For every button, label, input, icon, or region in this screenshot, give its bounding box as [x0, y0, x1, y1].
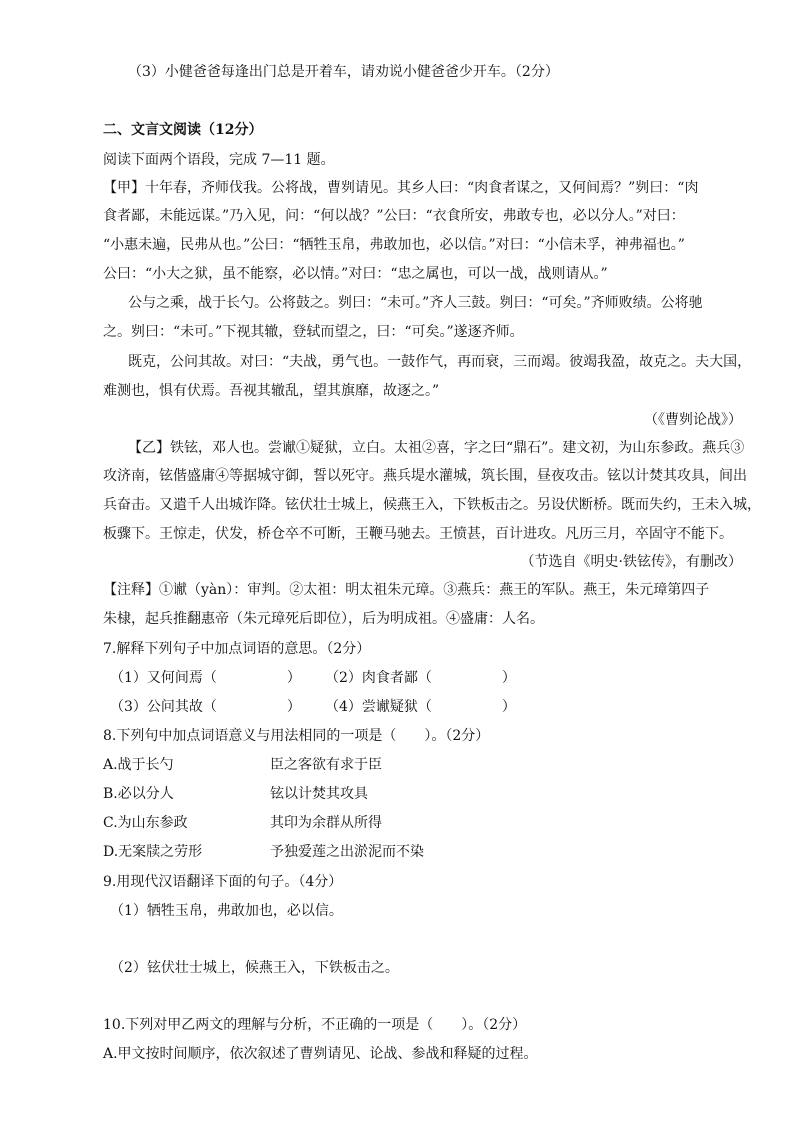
option-left: B.必以分人 — [103, 786, 174, 802]
passage-source: （《曹刿论战》） — [644, 412, 742, 428]
passage-line: “小惠未遍，民弗从也。”公曰：“牺牲玉帛，弗敢加也，必以信。”对曰：“小信未孚，神弗福也。” — [103, 237, 685, 253]
reading-instruction: 阅读下面两个语段，完成 7—11 题。 — [103, 152, 335, 168]
question-stem: 10.下列对甲乙两文的理解与分析，不正确的一项是（ ）。（2分） — [103, 1017, 527, 1033]
passage-line: 【甲】十年春，齐师伐我。公将战，曹刿请见。其乡人曰：“肉食者谋之，又何间焉？”刿曰：“肉 — [103, 180, 699, 196]
passage-line: 板骤下。王惊走，伏发，桥仓卒不可断，王鞭马驰去。王愤甚，百计进攻。凡历三月，卒固守不能下。 — [103, 526, 733, 542]
passage-line: 【乙】铁铉，邓人也。尝谳①疑狱，立白。太祖②喜，字之曰“鼎石”。建文初，为山东参政。燕兵③ — [128, 440, 745, 456]
question-item: （2）铉伏壮士城上，候燕王入，下铁板击之。 — [110, 960, 399, 976]
option-right: 臣之客欲有求于臣 — [270, 757, 382, 773]
question-stem: 8.下列句中加点词语意义与用法相同的一项是（ ）。（2分） — [103, 728, 490, 744]
question-6-3: （3）小健爸爸每逢出门总是开着车，请劝说小健爸爸少开车。（2分） — [128, 64, 559, 80]
option-right: 其印为余群从所得 — [270, 815, 382, 831]
option-left: D.无案牍之劳形 — [103, 844, 203, 860]
question-stem: 9.用现代汉语翻译下面的句子。（4分） — [103, 874, 343, 890]
note-line: 朱棣，起兵推翻惠帝（朱元璋死后即位），后为明成祖。④盛庸：人名。 — [103, 611, 544, 627]
question-item: （4）尝谳疑狱（ ） — [325, 699, 516, 715]
option-right: 予独爱莲之出淤泥而不染 — [270, 844, 424, 860]
question-item: （1）牺牲玉帛，弗敢加也，必以信。 — [110, 903, 343, 919]
passage-source: （节选自《明史·铁铉传》，有删改） — [520, 554, 742, 570]
question-item: （1）又何间焉（ ） — [110, 670, 301, 686]
passage-line: 公与之乘，战于长勺。公将鼓之。刿曰：“未可。”齐人三鼓。刿曰：“可矣。”齐师败绩。公将驰 — [128, 295, 703, 311]
passage-line: 难测也，惧有伏焉。吾视其辙乱，望其旗靡，故逐之。” — [103, 383, 440, 399]
passage-line: 之。刿曰：“未可。”下视其辙，登轼而望之，曰：“可矣。”遂逐齐师。 — [103, 324, 524, 340]
option-left: A.战于长勺 — [103, 757, 174, 773]
passage-line: 公曰：“小大之狱，虽不能察，必以情。”对曰：“忠之属也，可以一战，战则请从。” — [103, 266, 608, 282]
passage-line: 攻济南，铉偕盛庸④等据城守御，誓以死守。燕兵堤水灌城，筑长围，昼夜攻击。铉以计焚其攻具，间出 — [103, 468, 747, 484]
passage-line: 食者鄙，未能远谋。”乃入见，问：“何以战？”公曰：“衣食所安，弗敢专也，必以分人。”对曰： — [103, 208, 685, 224]
section-title: 二、文言文阅读（12分） — [103, 122, 263, 138]
passage-line: 既克，公问其故。对曰：“夫战，勇气也。一鼓作气，再而衰，三而竭。彼竭我盈，故克之。夫大国， — [128, 354, 752, 370]
question-item: （2）肉食者鄙（ ） — [325, 670, 516, 686]
question-item: （3）公问其故（ ） — [110, 699, 301, 715]
option-left: C.为山东参政 — [103, 815, 188, 831]
option-right: 铉以计焚其攻具 — [270, 786, 368, 802]
option-a: A.甲文按时间顺序，依次叙述了曹刿请见、论战、参战和释疑的过程。 — [103, 1046, 538, 1062]
note-line: 【注释】①谳（yàn）：审判。②太祖：明太祖朱元璋。③燕兵：燕王的军队。燕王，朱元璋第四子 — [103, 582, 710, 598]
question-stem: 7.解释下列句子中加点词语的意思。（2分） — [103, 641, 371, 657]
passage-line: 兵奋击。又遣千人出城诈降。铉伏壮士城上，候燕王入，下铁板击之。另设伏断桥。既而失约，王未入城， — [103, 497, 761, 513]
